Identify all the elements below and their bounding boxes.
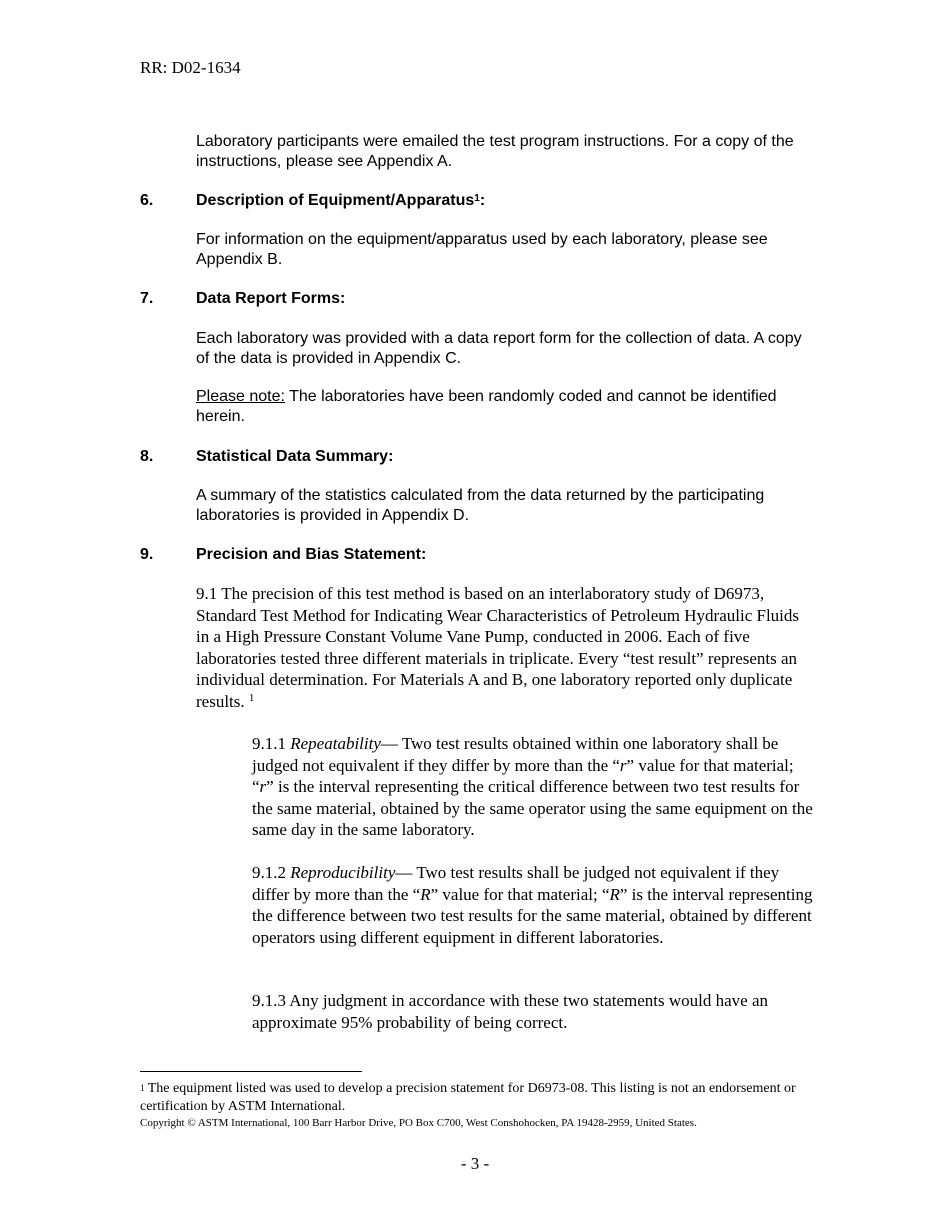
paragraph-text: 9.1 The precision of this test method is based on an interlaboratory study of D6973, Standard Test Method for Indicating Wear Characteristics of Petroleum Hydraulic Fluids in a High Pressure Constant Volume Vane Pump, conducted in 2006. Each of five laboratories tested three different materials in triplicate. Every “test result” represents an individual determination. For Materials A and B, one laboratory reported only duplicate results.: [196, 584, 800, 711]
section-8-body: A summary of the statistics calculated from the data returned by the participating laboratories is provided in Appendix D.: [196, 487, 765, 524]
symbol-r: r: [259, 777, 267, 796]
clause-text: ” value for that material; “: [430, 884, 610, 904]
paragraph-9-1-3: 9.1.3 Any judgment in accordance with these two statements would have an approximate 95% probability of being correct.: [252, 991, 769, 1032]
section-number: 9.: [140, 546, 154, 563]
term-repeatability: Repeatability: [290, 734, 381, 753]
note-label: Please note:: [196, 388, 285, 405]
clause-text: ” value for that material; “: [252, 755, 794, 796]
section-7-body: Each laboratory was provided with a data report form for the collection of data. A copy of the data is provided in Appendix C.: [196, 330, 802, 367]
footnote: [140, 1080, 800, 1116]
symbol-r: r: [619, 755, 627, 775]
title-suffix: :: [479, 192, 486, 209]
report-id-header: RR: D02-1634: [140, 58, 241, 77]
section-8-heading: [140, 447, 393, 467]
note-text: The laboratories have been randomly coded and cannot be identified herein.: [196, 388, 777, 425]
section-7-note: [196, 387, 818, 427]
footnote-marker: 1: [474, 193, 480, 204]
section-number: 7.: [140, 290, 154, 307]
symbol-R: R: [420, 884, 431, 904]
section-number: 6.: [140, 192, 154, 209]
clause-text: — Two test results shall be judged not equivalent if they differ by more than the “: [252, 863, 780, 904]
section-6-body: For information on the equipment/apparatus used by each laboratory, please see Appendix B.: [196, 231, 768, 268]
footnote-text: The equipment listed was used to develop a precision statement for D6973-08. This listing is not an endorsement or certification by ASTM International.: [140, 1081, 796, 1114]
section-title: Statistical Data Summary:: [196, 448, 394, 465]
clause-text: — Two test results obtained within one laboratory shall be judged not equivalent if they differ by more than the “: [252, 734, 779, 775]
section-number: 8.: [140, 448, 154, 465]
section-6-heading: [140, 191, 485, 211]
paragraph-9-1-2: [252, 862, 814, 948]
clause-text: ” is the interval representing the critical difference between two test results for the same material, obtained by the same operator using the same equipment on the same day in the same laboratory.: [252, 777, 813, 839]
symbol-R: R: [609, 884, 620, 904]
section-title: Description of Equipment/Apparatus: [196, 192, 475, 209]
page-number: - 3 -: [460, 1154, 490, 1173]
term-reproducibility: Reproducibility: [290, 863, 396, 882]
clause-text: ” is the interval representing the difference between two test results for the same material, obtained by different operators using different equipment in different laboratories.: [252, 884, 813, 947]
paragraph-9-1-1: [252, 733, 814, 841]
section-title: Data Report Forms:: [196, 290, 346, 307]
clause-number: 9.1.1: [252, 734, 291, 753]
paragraph-9-1: [196, 583, 816, 712]
footnote-divider: [140, 1071, 362, 1072]
clause-number: 9.1.2: [252, 863, 291, 882]
section-7-heading: [140, 289, 345, 309]
copyright-line: Copyright © ASTM International, 100 Barr Harbor Drive, PO Box C700, West Conshohocken, PA 19428-2959, United States.: [140, 1117, 697, 1129]
section-title: Precision and Bias Statement:: [196, 546, 427, 563]
footnote-marker: 1: [140, 1083, 145, 1093]
intro-paragraph: Laboratory participants were emailed the test program instructions. For a copy of the instructions, please see Appendix A.: [196, 133, 794, 170]
section-9-heading: [140, 545, 426, 565]
footnote-ref: 1: [248, 691, 255, 704]
